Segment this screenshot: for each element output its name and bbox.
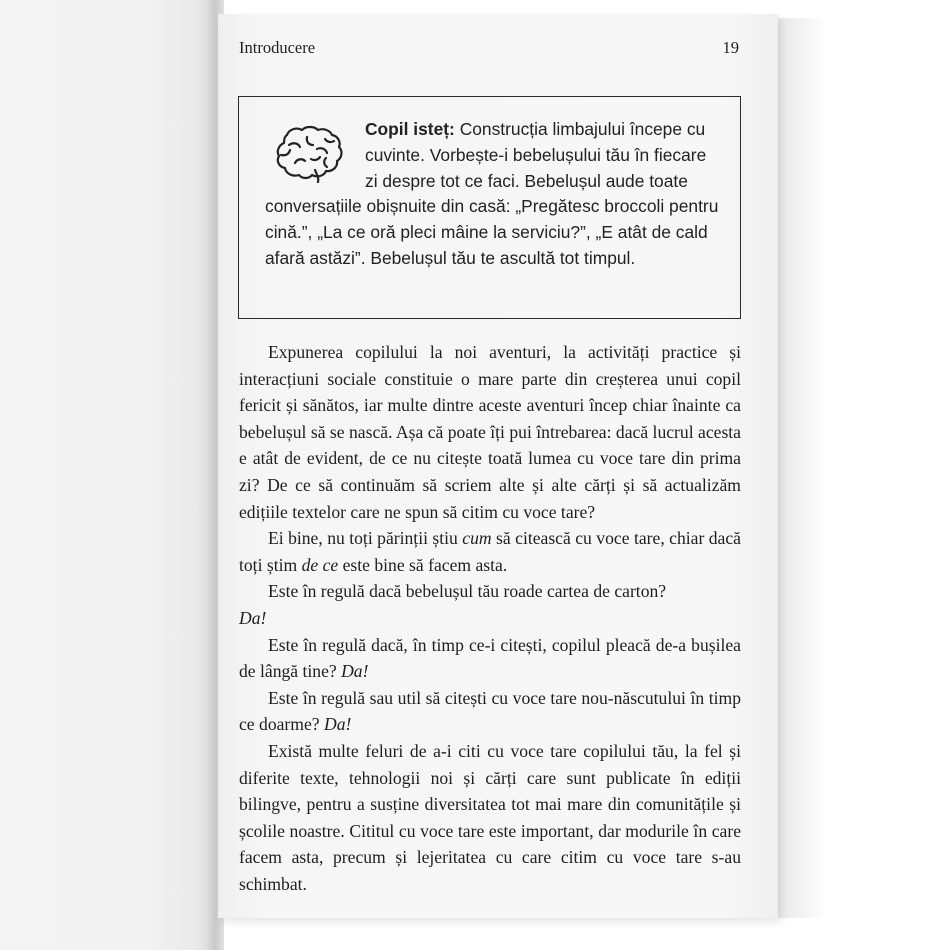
paragraph (239, 525, 741, 578)
body-text (239, 339, 741, 897)
text-span: este bine să facem asta. (338, 554, 508, 575)
tip-box (238, 96, 741, 319)
paragraph: Există multe feluri de a-i citi cu voce tare copilului tău, la fel și diferite texte, tehnologii noi și cărți care sunt publicate în ediții bilingve, pentru a susține diversitatea tot mai mare din comunitățile și școlile noastre. Cititul cu voce tare este important, dar modurile în care facem asta, precum și lejeritatea cu care citim cu voce tare s-au schimbat. (239, 740, 741, 894)
page-number: 19 (722, 38, 739, 57)
page-edge-shadow (770, 18, 826, 918)
italic-span: cum (462, 528, 492, 549)
paragraph: Expunerea copilului la noi aventuri, la activități practice și interacțiuni sociale constituie o mare parte din creșterea unui copil fericit și sănătos, iar multe dintre aceste aventuri încep chiar înainte ca bebelușul să se nască. Așa că poate îți pui întrebarea: dacă lucrul acesta e atât de evident, de ce nu citește toată lumea cu voce tare din prima zi? De ce să continuăm să scriem alte și alte cărți și să actualizăm edițiile textelor care ne spun să citim cu voce tare? (239, 342, 741, 522)
icon-spacer (265, 117, 365, 192)
tip-body: Construcția limbajului începe cu cuvinte. Vorbește-i bebelușului tău în fiecare zi despre tot ce faci. Bebelușul aude toate conversațiile obișnuite din casă: „Pregătesc broccoli pentru cină.”, „La ce oră pleci mâine la serviciu?”, „E atât de cald afară astăzi”. Bebelușul tău te ascultă tot timpul. (265, 119, 719, 268)
answer (239, 605, 741, 632)
text-span: Este în regulă dacă, în timp ce-i citești, copilul pleacă de-a bușilea de lângă tine? (239, 634, 741, 682)
tip-text (265, 117, 719, 272)
running-head (239, 38, 739, 60)
text-span: să citească cu voce tare, chiar dacă toți știm (239, 528, 741, 575)
question (239, 632, 741, 685)
italic-span: Da! (323, 714, 352, 735)
text-span: Ei bine, nu toți părinții știu (268, 528, 463, 549)
question: Este în regulă dacă bebelușul tău roade cartea de carton? (268, 581, 667, 602)
chapter-title: Introducere (239, 38, 316, 57)
tip-label: Copil isteț: (365, 119, 455, 139)
italic-span: Da! (239, 607, 267, 628)
left-page (0, 0, 214, 950)
text-span: Este în regulă sau util să citești cu voce tare nou-născutului în timp ce doarme? (239, 687, 741, 735)
question (239, 685, 741, 738)
italic-span: de ce (301, 554, 339, 575)
italic-span: Da! (341, 661, 369, 682)
